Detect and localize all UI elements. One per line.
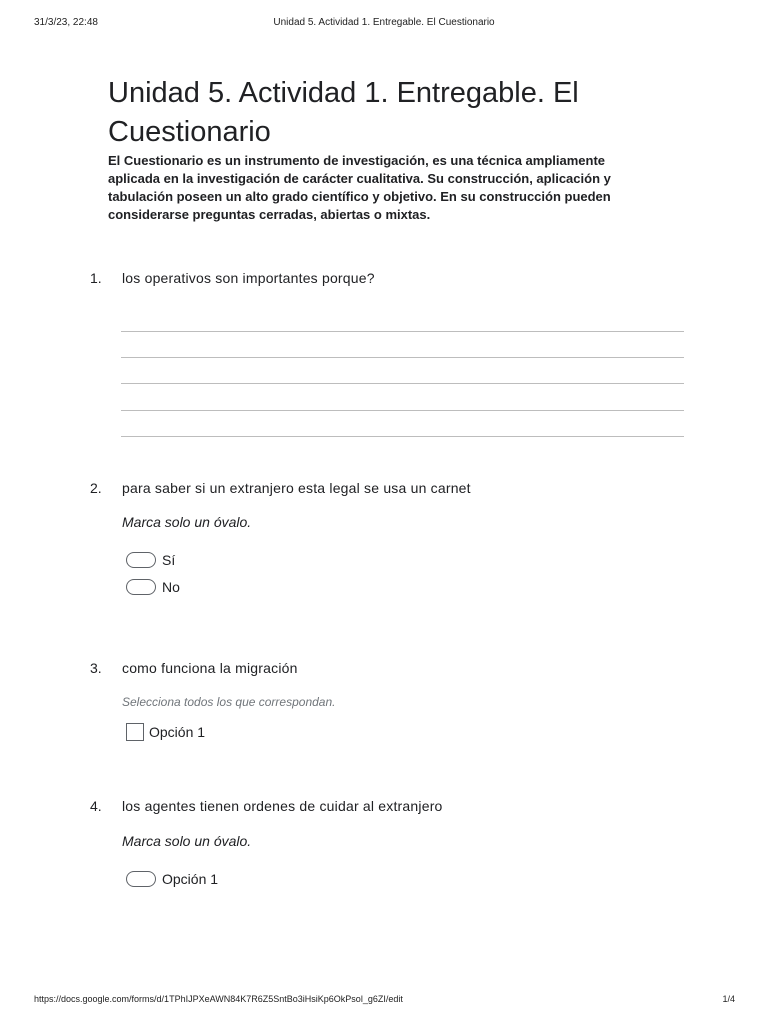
form-title: Unidad 5. Actividad 1. Entregable. El Cuestionario — [108, 77, 579, 148]
option-label: Sí — [162, 552, 176, 568]
question-text: como funciona la migración — [122, 660, 298, 676]
radio-oval[interactable] — [126, 579, 156, 595]
radio-oval[interactable] — [126, 871, 156, 887]
form-description: El Cuestionario es un instrumento de investigación, es una técnica ampliamente aplicada en la investigación de carácter cualitativa. Su construcción, aplicación y tabulación poseen un alto grado científico y objetivo. En su construcción pueden considerarse preguntas cerradas, abiertas o mixtas. — [108, 153, 611, 222]
question-text: los operativos son importantes porque? — [122, 270, 375, 286]
print-date: 31/3/23, 22:48 — [34, 17, 98, 28]
print-footer — [0, 994, 768, 1008]
answer-line[interactable] — [121, 357, 684, 358]
radio-oval[interactable] — [126, 552, 156, 568]
question-text: para saber si un extranjero esta legal se usa un carnet — [122, 480, 471, 496]
option-label: Opción 1 — [162, 871, 219, 887]
answer-line[interactable] — [121, 383, 684, 384]
print-title: Unidad 5. Actividad 1. Entregable. El Cuestionario — [273, 17, 495, 28]
option-label: No — [162, 579, 180, 595]
question-hint: Selecciona todos los que correspondan. — [122, 695, 336, 709]
question-number: 3. — [90, 660, 102, 676]
checkbox[interactable] — [126, 723, 144, 741]
question-text: los agentes tienen ordenes de cuidar al extranjero — [122, 798, 443, 814]
question-hint: Marca solo un óvalo. — [122, 514, 252, 530]
print-header — [0, 17, 768, 31]
print-url: https://docs.google.com/forms/d/1TPhIJPXeAWN84K7R6Z5SntBo3iHsiKp6OkPsol_g6ZI/edit — [34, 994, 403, 1004]
answer-line[interactable] — [121, 436, 684, 437]
question-number: 2. — [90, 480, 102, 496]
answer-line[interactable] — [121, 410, 684, 411]
answer-line[interactable] — [121, 331, 684, 332]
question-number: 4. — [90, 798, 102, 814]
page-number: 1/4 — [722, 994, 735, 1004]
option-label: Opción 1 — [149, 724, 206, 740]
question-number: 1. — [90, 270, 102, 286]
question-hint: Marca solo un óvalo. — [122, 833, 252, 849]
